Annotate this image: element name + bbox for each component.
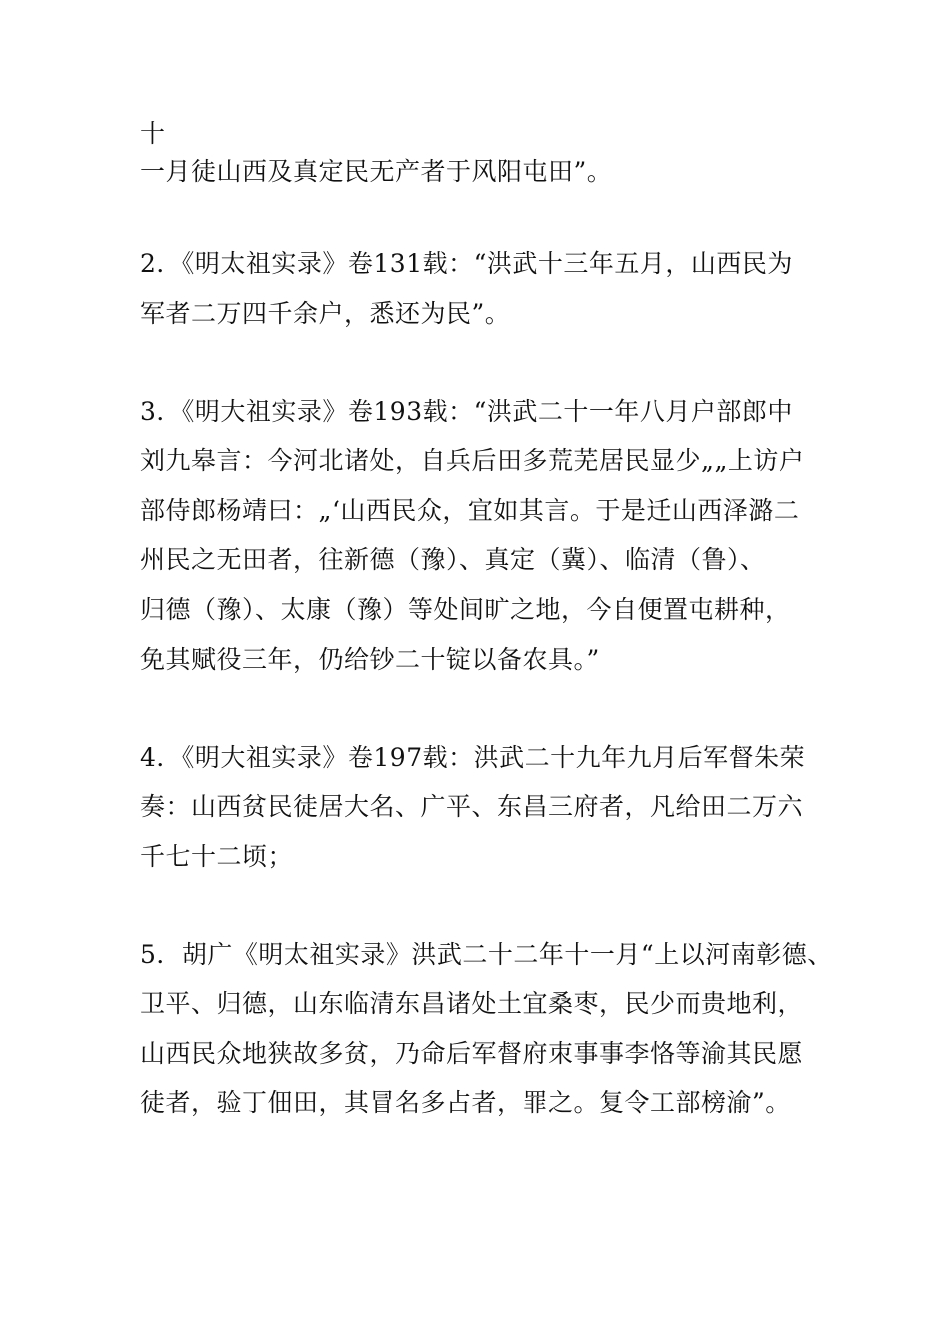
text-line: 归德（豫）、太康（豫）等处间旷之地，今自便置屯耕种， xyxy=(140,595,791,624)
text-line: 2．《明太祖实录》卷131载：“洪武十三年五月，山西民为 xyxy=(140,249,793,278)
text-line: 一月徒山西及真定民无产者于风阳屯田”。 xyxy=(140,157,613,186)
text-line: 刘九皋言：今河北诸处，自兵后田多荒芜居民显少„„上访户 xyxy=(140,446,805,475)
text-line: 3．《明大祖实录》卷193载：“洪武二十一年八月户部郎中 xyxy=(140,397,793,426)
text-line: 军者二万四千余户，悉还为民”。 xyxy=(140,299,511,328)
text-line: 4．《明大祖实录》卷197载：洪武二十九年九月后军督朱荣 xyxy=(140,743,806,772)
text-line: 卫平、归德，山东临清东昌诸处土宜桑枣，民少而贵地利， xyxy=(140,989,804,1018)
text-line: 5．胡广《明太祖实录》洪武二十二年十一月“上以河南彰德、 xyxy=(140,940,833,969)
text-line: 部侍郎杨靖曰：„‘山西民众，宜如其言。于是迁山西泽潞二 xyxy=(140,496,800,525)
text-line: 奏：山西贫民徒居大名、广平、东昌三府者，凡给田二万六 xyxy=(140,792,804,821)
text-line: 徒者，验丁佃田，其冒名多占者，罪之。复令工部榜渝”。 xyxy=(140,1088,791,1117)
text-line: 十 xyxy=(140,119,166,148)
text-line: 州民之无田者，往新德（豫）、真定（冀）、临清（鲁）、 xyxy=(140,545,766,574)
text-line: 千七十二顷； xyxy=(140,842,294,871)
text-line: 山西民众地狭故多贫，乃命后军督府朿事事李恪等渝其民愿 xyxy=(140,1039,804,1068)
text-line: 免其赋役三年，仍给钞二十锭以备农具。” xyxy=(140,645,600,674)
